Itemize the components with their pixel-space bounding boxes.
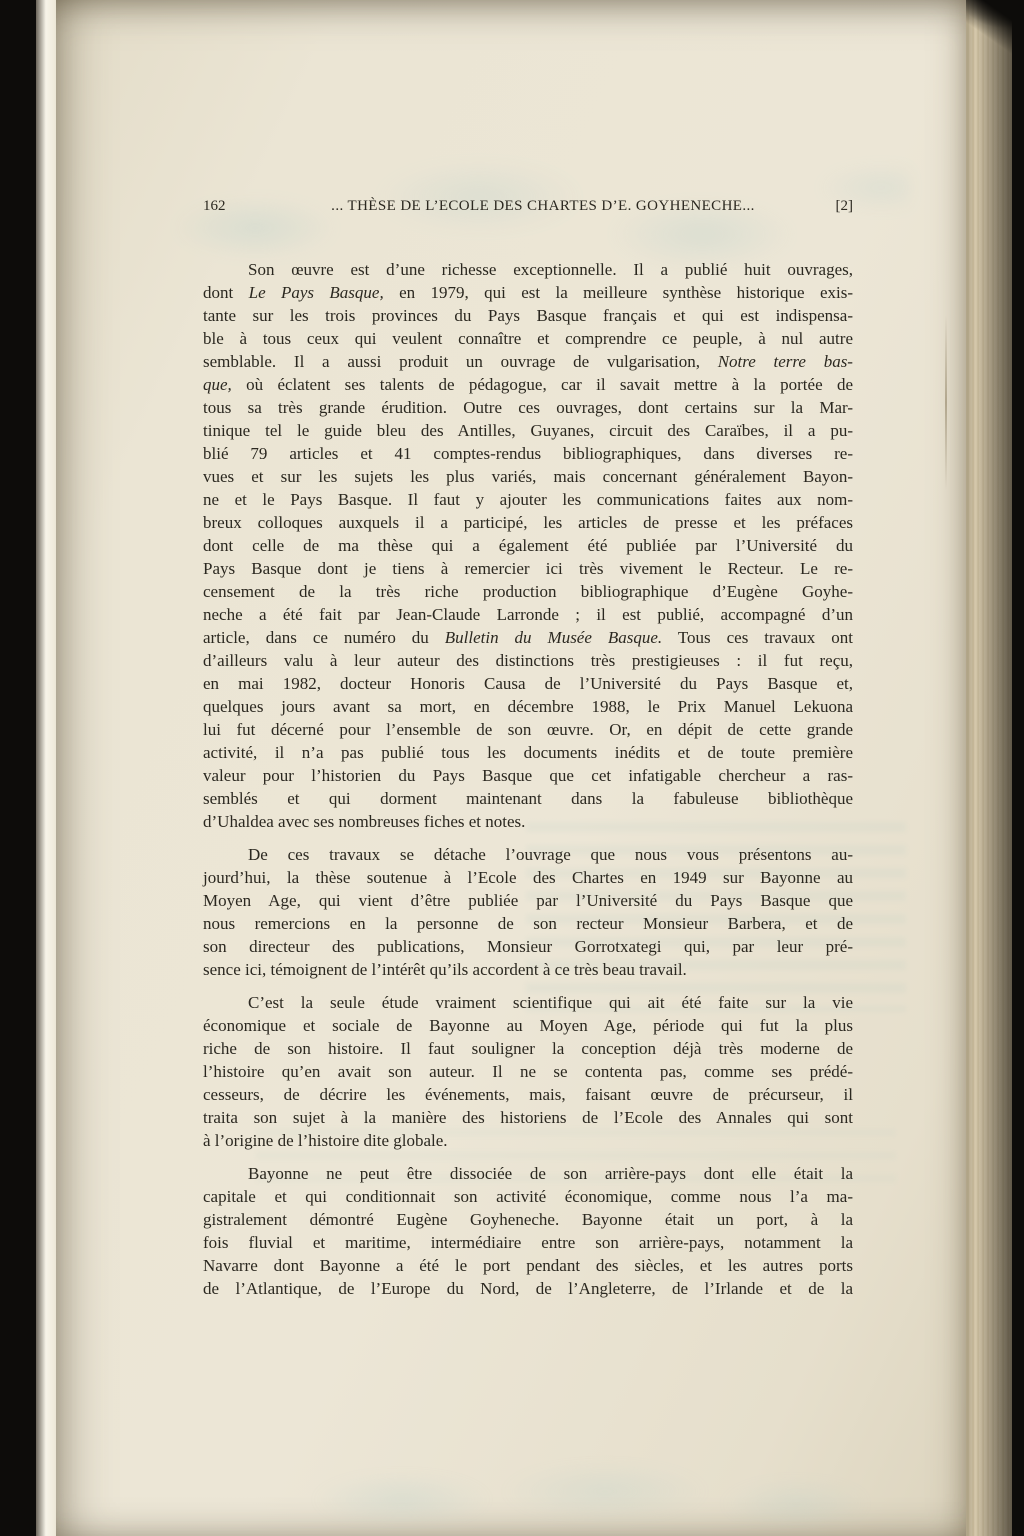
text-line: C’est la seule étude vraiment scientifique qui ait été faite sur la vie <box>248 993 853 1012</box>
text-line: vues et sur les sujets les plus variés, mais concernant généralement Bayon- <box>203 467 853 486</box>
text-line: valeur pour l’historien du Pays Basque que cet infatigable chercheur a ras- <box>203 766 853 785</box>
running-header <box>203 196 853 216</box>
paragraphs <box>203 258 853 1300</box>
page-curl <box>962 0 1012 56</box>
text-line: de l’Atlantique, de l’Europe du Nord, de l’Angleterre, de l’Irlande et de la <box>203 1279 853 1298</box>
text-line: d’ailleurs valu à leur auteur des distinctions très prestigieuses : il fut reçu, <box>203 651 853 670</box>
paragraph <box>203 991 853 1152</box>
text-line: blié 79 articles et 41 comptes-rendus bibliographiques, dans diverses re- <box>203 444 853 463</box>
text-line: Navarre dont Bayonne a été le port pendant des siècles, et les autres ports <box>203 1256 853 1275</box>
running-title: ... THÈSE DE L’ECOLE DES CHARTES D’E. GOYHENECHE... <box>331 198 755 214</box>
text-line: gistralement démontré Eugène Goyheneche. Bayonne était un port, à la <box>203 1210 853 1229</box>
text-line: d’Uhaldea avec ses nombreuses fiches et notes. <box>203 812 526 831</box>
text-line: ble à tous ceux qui veulent connaître et comprendre ce peuple, à nul autre <box>203 329 853 348</box>
text-line: traita son sujet à la manière des historiens de l’Ecole des Annales qui sont <box>203 1108 853 1127</box>
text-line: riche de son histoire. Il faut souligner la conception déjà très moderne de <box>203 1039 853 1058</box>
text-line: De ces travaux se détache l’ouvrage que nous vous présentons au- <box>248 845 853 864</box>
text-line: son directeur des publications, Monsieur Gorrotxategi qui, par leur pré- <box>203 937 853 956</box>
text-line: sence ici, témoignent de l’intérêt qu’ils accordent à ce très beau travail. <box>203 960 687 979</box>
issue-marker: [2] <box>835 198 853 214</box>
text-line: fois fluvial et maritime, intermédiaire entre son arrière-pays, notamment la <box>203 1233 853 1252</box>
paragraph <box>203 1162 853 1300</box>
text-line: semblable. Il a aussi produit un ouvrage de vulgarisation, Notre terre bas- <box>203 352 853 371</box>
text-line: dont Le Pays Basque, en 1979, qui est la meilleure synthèse historique exis- <box>203 283 853 302</box>
text-line: économique et sociale de Bayonne au Moyen Age, période qui fut la plus <box>203 1016 853 1035</box>
text-line: à l’origine de l’histoire dite globale. <box>203 1131 448 1150</box>
text-line: article, dans ce numéro du Bulletin du Musée Basque. Tous ces travaux ont <box>203 628 853 647</box>
text-line: jourd’hui, la thèse soutenue à l’Ecole des Chartes en 1949 sur Bayonne au <box>203 868 853 887</box>
paragraph <box>203 258 853 833</box>
text-line: Pays Basque dont je tiens à remercier ici très vivement le Recteur. Le re- <box>203 559 853 578</box>
text-line: tinique tel le guide bleu des Antilles, Guyanes, circuit des Caraïbes, il a pu- <box>203 421 853 440</box>
text-line: nous remercions en la personne de son recteur Monsieur Barbera, et de <box>203 914 853 933</box>
page-number: 162 <box>203 198 226 214</box>
page-content <box>203 196 853 1310</box>
book-page <box>56 0 966 1536</box>
right-page-stack <box>960 0 1012 1536</box>
text-line: dont celle de ma thèse qui a également été publiée par l’Université du <box>203 536 853 555</box>
bleed-through-ornament <box>286 1455 866 1536</box>
text-line: activité, il n’a pas publié tous les documents inédits et de toute première <box>203 743 853 762</box>
text-line: Son œuvre est d’une richesse exceptionnelle. Il a publié huit ouvrages, <box>248 260 853 279</box>
text-line: quelques jours avant sa mort, en décembre 1988, le Prix Manuel Lekuona <box>203 697 853 716</box>
text-line: ne et le Pays Basque. Il faut y ajouter les communications faites aux nom- <box>203 490 853 509</box>
text-line: neche a été fait par Jean-Claude Larronde ; il est publié, accompagné d’un <box>203 605 853 624</box>
text-line: lui fut décerné pour l’ensemble de son œuvre. Or, en dépit de cette grande <box>203 720 853 739</box>
text-line: breux colloques auxquels il a participé, les articles de presse et les préfaces <box>203 513 853 532</box>
paragraph <box>203 843 853 981</box>
text-line: cesseurs, de décrire les événements, mais, faisant œuvre de précurseur, il <box>203 1085 853 1104</box>
text-line: tous sa très grande érudition. Outre ces ouvrages, dont certains sur la Mar- <box>203 398 853 417</box>
text-line: censement de la très riche production bibliographique d’Eugène Goyhe- <box>203 582 853 601</box>
text-line: en mai 1982, docteur Honoris Causa de l’Université du Pays Basque et, <box>203 674 853 693</box>
page-crease <box>945 315 947 490</box>
text-line: l’histoire qu’en avait son auteur. Il ne se contenta pas, comme ses prédé- <box>203 1062 853 1081</box>
text-line: que, où éclatent ses talents de pédagogue, car il savait mettre à la portée de <box>203 375 853 394</box>
text-line: Moyen Age, qui vient d’être publiée par l’Université du Pays Basque que <box>203 891 853 910</box>
text-line: tante sur les trois provinces du Pays Basque français et qui est indispensa- <box>203 306 853 325</box>
text-line: capitale et qui conditionnait son activité économique, comme nous l’a ma- <box>203 1187 853 1206</box>
text-line: semblés et qui dorment maintenant dans la fabuleuse bibliothèque <box>203 789 853 808</box>
text-line: Bayonne ne peut être dissociée de son arrière-pays dont elle était la <box>248 1164 853 1183</box>
